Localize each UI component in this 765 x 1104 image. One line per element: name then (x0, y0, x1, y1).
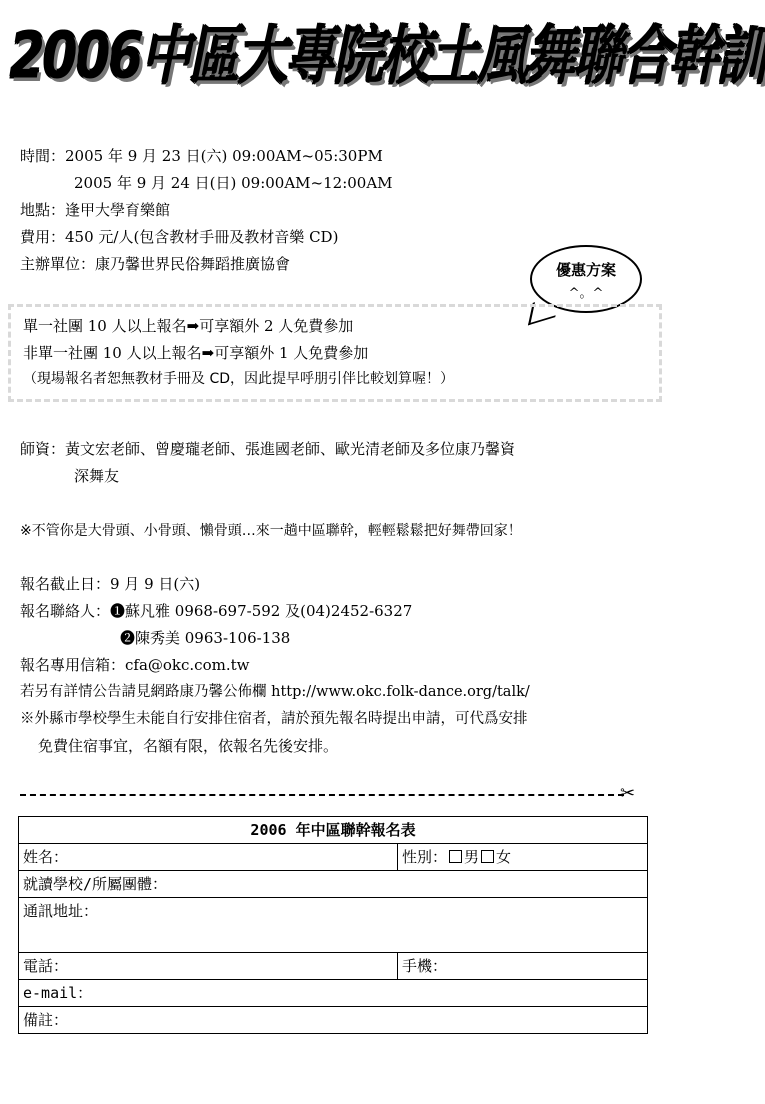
form-remarks-label: 備註： (23, 1011, 69, 1029)
registration-form (18, 816, 648, 1034)
email: 報名專用信箱：cfa@okc.com.tw (20, 656, 250, 674)
website: 若另有詳情公告請見網路康乃馨公佈欄 http://www.okc.folk-dance.org/talk/ (20, 684, 530, 700)
teachers-line-1: 師資：黃文宏老師、曾慶瓏老師、張進國老師、歐光清老師及多位康乃馨資 (20, 440, 516, 458)
contact-1: 報名聯絡人：❶蘇凡雅 0968-697-592 及(04)2452-6327 (20, 602, 413, 620)
teachers-line-2: 深舞友 (74, 467, 120, 485)
form-phone-field[interactable] (19, 953, 398, 980)
contact-2: ❷陳秀美 0963-106-138 (120, 629, 291, 647)
form-name-label: 姓名： (23, 848, 69, 866)
form-mobile-field[interactable] (398, 953, 648, 980)
form-remarks-field[interactable] (19, 1007, 648, 1034)
promo-box (8, 304, 662, 402)
male-label: 男 (464, 848, 480, 866)
promo-note: （現場報名者恕無教材手冊及 CD，因此提早呼朋引伴比較划算喔！） (23, 371, 455, 387)
time-value-1: 2005 年 9 月 23 日(六) 09:00AM~05:30PM (65, 147, 383, 165)
form-school-field[interactable] (19, 871, 648, 898)
scissors-icon: ✂ (620, 783, 636, 804)
promo-line-2: 非單一社團 10 人以上報名➡可享額外 1 人免費參加 (23, 344, 369, 362)
time-value-2: 2005 年 9 月 24 日(日) 09:00AM~12:00AM (74, 174, 393, 192)
female-label: 女 (496, 848, 512, 866)
lodging-2: 免費住宿事宜，名額有限，依報名先後安排。 (38, 737, 339, 755)
organizer: 主辦單位：康乃馨世界民俗舞蹈推廣協會 (20, 255, 291, 273)
form-school-label: 就讀學校/所屬團體： (23, 875, 168, 893)
form-title: 2006 年中區聯幹報名表 (19, 817, 648, 844)
cut-line (20, 794, 624, 796)
time-line-1 (20, 145, 383, 167)
form-email-label: e-mail： (23, 984, 93, 1002)
female-checkbox[interactable] (481, 850, 494, 863)
lodging-1: ※外縣市學校學生未能自行安排住宿者，請於預先報名時提出申請，可代爲安排 (20, 711, 528, 727)
bubble-face: ^。^ (568, 286, 604, 301)
time-label: 時間： (20, 147, 66, 165)
form-gender-label: 性別： (402, 848, 448, 866)
deadline: 報名截止日：9 月 9 日(六) (20, 575, 201, 593)
place: 地點：逢甲大學育樂館 (20, 201, 171, 219)
promo-bubble (530, 245, 642, 313)
slogan: ※不管你是大骨頭、小骨頭、懶骨頭…來一趟中區聯幹，輕輕鬆鬆把好舞帶回家！ (20, 523, 522, 539)
form-name-field[interactable] (19, 844, 398, 871)
fee: 費用：450 元/人(包含教材手冊及教材音樂 CD) (20, 228, 339, 246)
form-email-field[interactable] (19, 980, 648, 1007)
form-mobile-label: 手機： (402, 957, 448, 975)
form-address-field[interactable] (19, 898, 648, 953)
form-phone-label: 電話： (23, 957, 69, 975)
male-checkbox[interactable] (449, 850, 462, 863)
page-title: 2006中區大專院校土風舞聯合幹訓 (10, 19, 765, 93)
form-gender-field (398, 844, 648, 871)
promo-line-1: 單一社團 10 人以上報名➡可享額外 2 人免費參加 (23, 317, 354, 335)
form-address-label: 通訊地址： (23, 902, 99, 920)
bubble-title: 優惠方案 (555, 261, 616, 279)
